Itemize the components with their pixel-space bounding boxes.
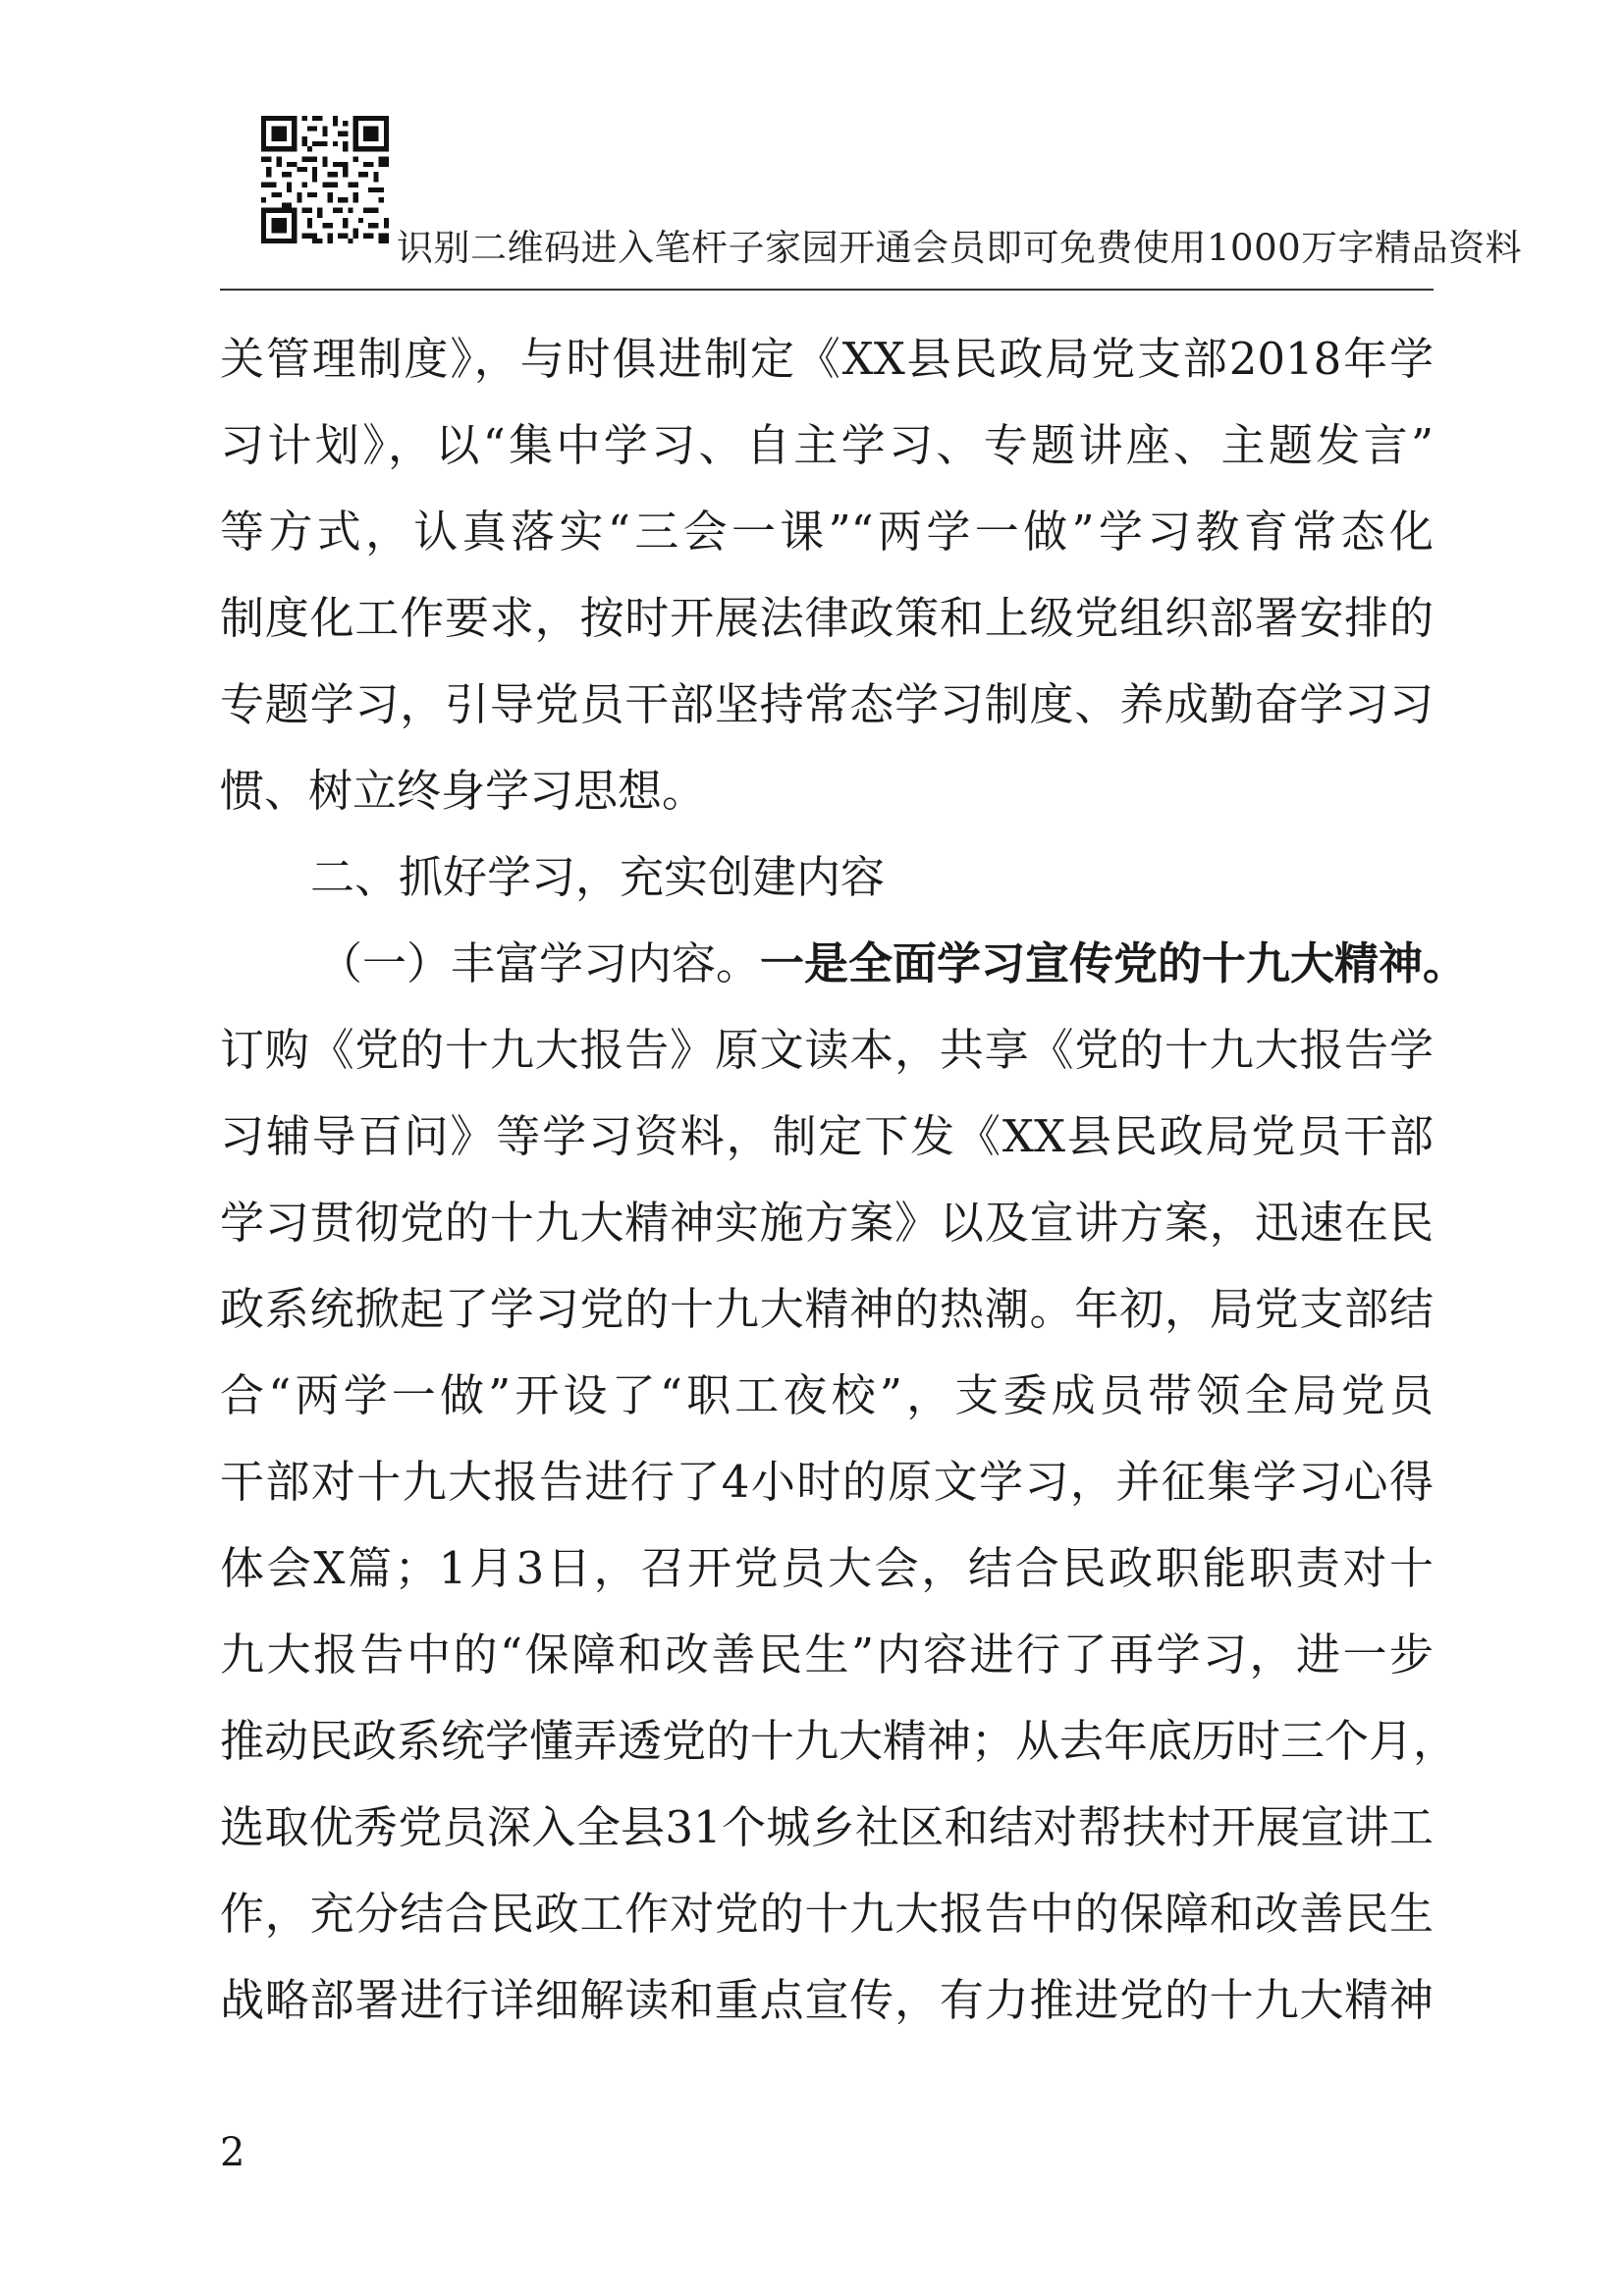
paragraph-line: 制度化工作要求，按时开展法律政策和上级党组织部署安排的 <box>220 592 1434 644</box>
paragraph-line: 选取优秀党员深入全县31个城乡社区和结对帮扶村开展宣讲工 <box>220 1801 1434 1853</box>
document-body <box>220 316 1468 2044</box>
header-promo-text: 识别二维码进入笔杆子家园开通会员即可免费使用1000万字精品资料 <box>397 227 1523 269</box>
subsection-bold-lead: 一是全面学习宣传党的十九大精神。 <box>760 937 1468 989</box>
paragraph-line: 九大报告中的“保障和改善民生”内容进行了再学习，进一步 <box>220 1629 1434 1681</box>
paragraph-line: 惯、树立终身学习思想。 <box>220 765 707 817</box>
paragraph-line: 学习贯彻党的十九大精神实施方案》以及宣讲方案，迅速在民 <box>220 1197 1434 1249</box>
paragraph-line: 习辅导百问》等学习资料，制定下发《XX县民政局党员干部 <box>220 1110 1434 1162</box>
subsection-line <box>220 921 1468 1007</box>
paragraph-line: 战略部署进行详细解读和重点宣传，有力推进党的十九大精神 <box>220 1974 1434 2026</box>
paragraph-line: 订购《党的十九大报告》原文读本，共享《党的十九大报告学 <box>220 1024 1434 1076</box>
paragraph-line: 干部对十九大报告进行了4小时的原文学习，并征集学习心得 <box>220 1456 1434 1508</box>
section-heading: 二、抓好学习，充实创建内容 <box>310 851 886 903</box>
page-header <box>220 116 1523 293</box>
paragraph-line: 体会X篇；1月3日，召开党员大会，结合民政职能职责对十 <box>220 1542 1434 1594</box>
paragraph-line: 合“两学一做”开设了“职工夜校”，支委成员带领全局党员 <box>220 1369 1434 1421</box>
qr-code-icon <box>261 116 389 243</box>
header-divider <box>220 289 1434 291</box>
paragraph-line: 推动民政系统学懂弄透党的十九大精神；从去年底历时三个月， <box>220 1715 1458 1767</box>
page-number: 2 <box>220 2130 245 2175</box>
subsection-title: （一）丰富学习内容。 <box>318 937 761 989</box>
paragraph-line: 习计划》，以“集中学习、自主学习、专题讲座、主题发言” <box>220 419 1434 471</box>
paragraph-line: 政系统掀起了学习党的十九大精神的热潮。年初，局党支部结 <box>220 1283 1434 1335</box>
paragraph-line: 等方式，认真落实“三会一课”“两学一做”学习教育常态化 <box>220 506 1434 558</box>
paragraph-line: 作，充分结合民政工作对党的十九大报告中的保障和改善民生 <box>220 1888 1434 1940</box>
paragraph-line: 关管理制度》，与时俱进制定《XX县民政局党支部2018年学 <box>220 333 1434 385</box>
paragraph-line: 专题学习，引导党员干部坚持常态学习制度、养成勤奋学习习 <box>220 678 1434 730</box>
